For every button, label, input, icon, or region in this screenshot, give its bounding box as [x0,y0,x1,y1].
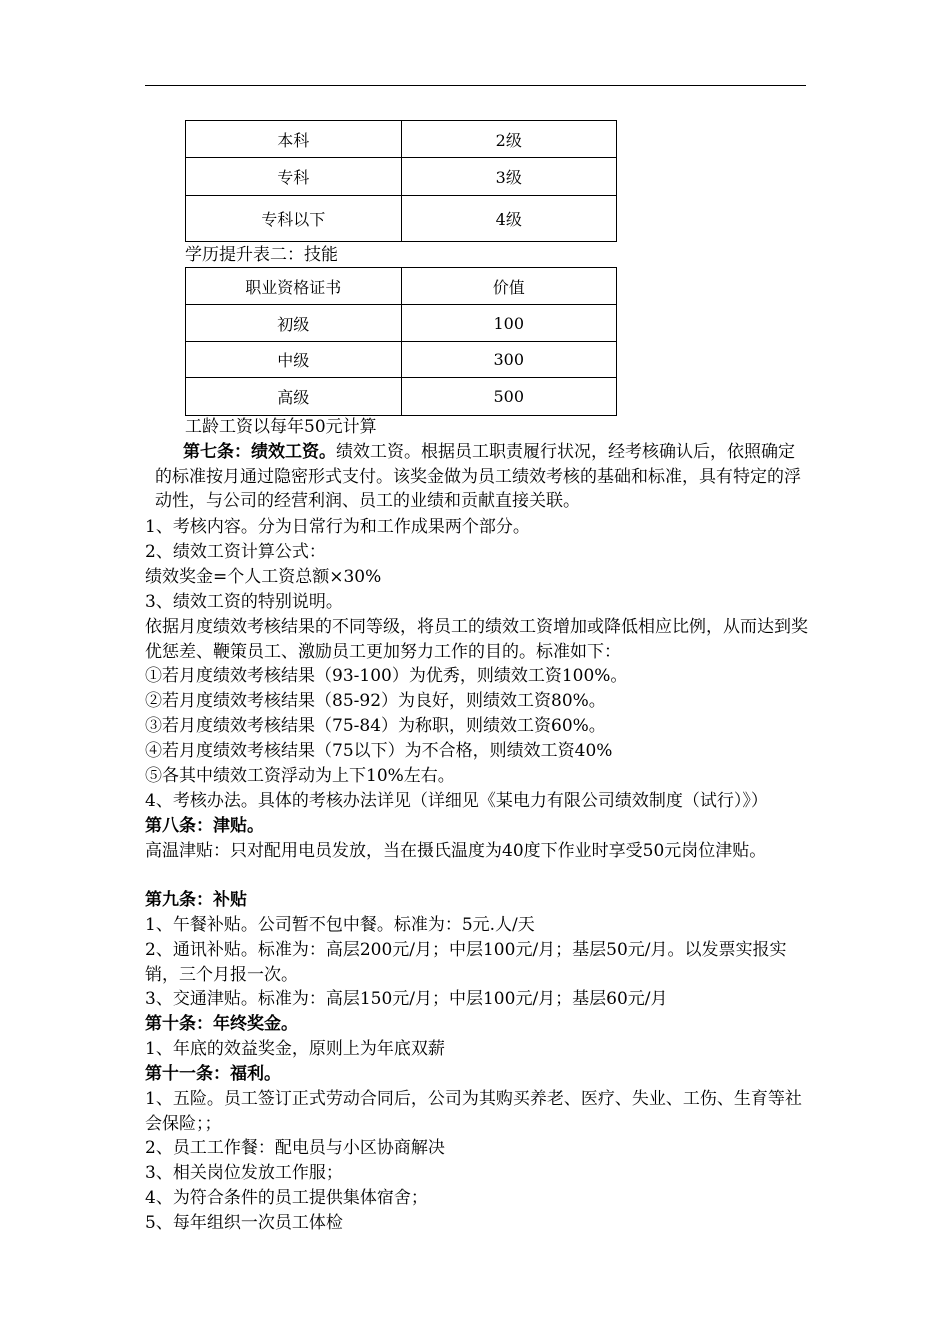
table-cell: 专科以下 [186,196,402,242]
table-cell: 4级 [401,196,617,242]
article7-body: 绩效工资。根据员工职责履行状况，经考核确认后，依照确定的标准按月通过隐密形式支付。该奖金做为员工绩效考核的基础和标准，具有特定的浮动性，与公司的经营利润、员工的业绩和贡献直接关联。 [155,442,801,511]
article10-title [145,1012,298,1036]
article7-item2: 2、绩效工资计算公式： [145,542,326,562]
article8-title-text: 第八条：津贴。 [145,816,264,836]
criterion-3: ③若月度绩效考核结果（75-84）为称职，则绩效工资60%。 [145,716,606,736]
education-level-table [185,120,617,242]
article8-body: 高温津贴：只对配用电员发放，当在摄氏温度为40度下作业时享受50元岗位津贴。 [145,841,767,861]
table-header-row [186,268,617,305]
table-cell: 300 [401,342,617,378]
table-cell: 高级 [186,378,402,416]
criterion-2: ②若月度绩效考核结果（85-92）为良好，则绩效工资80%。 [145,691,606,711]
article7-item1: 1、考核内容。分为日常行为和工作成果两个部分。 [145,517,530,537]
article7-item4: 4、考核办法。具体的考核办法详见（详细见《某电力有限公司绩效制度（试行）》） [145,791,768,811]
article10-item1: 1、年底的效益奖金，原则上为年底双薪 [145,1039,445,1059]
table-row [186,196,617,242]
table-row [186,121,617,158]
table-cell: 100 [401,305,617,342]
article7-paragraph [155,440,808,514]
article10-title-text: 第十条：年终奖金。 [145,1014,298,1034]
article11-title [145,1062,281,1086]
article11-title-text: 第十一条：福利。 [145,1064,281,1084]
table-cell: 3级 [401,158,617,196]
article7-formula: 绩效奖金=个人工资总额×30% [145,567,382,587]
criterion-1: ①若月度绩效考核结果（93-100）为优秀，则绩效工资100%。 [145,666,628,686]
article7-title: 第七条：绩效工资。 [183,442,336,462]
article11-item3: 3、相关岗位发放工作服； [145,1163,343,1183]
table-row [186,378,617,416]
table-row [186,342,617,378]
table-row [186,305,617,342]
article9-item2: 2、通讯补贴。标准为：高层200元/月；中层100元/月；基层50元/月。以发票实报实销，三个月报一次。 [145,940,787,985]
criterion-5: ⑤各其中绩效工资浮动为上下10%左右。 [145,766,455,786]
skill-certificate-table [185,267,617,416]
criterion-4: ④若月度绩效考核结果（75以下）为不合格，则绩效工资40% [145,741,613,761]
table-cell: 500 [401,378,617,416]
article11-item5: 5、每年组织一次员工体检 [145,1213,343,1233]
table-cell: 2级 [401,121,617,158]
article11-item4: 4、为符合条件的员工提供集体宿舍； [145,1188,428,1208]
header-rule [145,85,806,86]
table2-caption: 学历提升表二：技能 [185,245,338,265]
table-header-cell: 价值 [401,268,617,305]
article9-title [145,888,247,912]
table-cell: 本科 [186,121,402,158]
article7-item3: 3、绩效工资的特别说明。 [145,592,343,612]
table-cell: 初级 [186,305,402,342]
article11-item1: 1、五险。员工签订正式劳动合同后，公司为其购买养老、医疗、失业、工伤、生育等社会保险；； [145,1089,802,1134]
article7-explain: 依据月度绩效考核结果的不同等级，将员工的绩效工资增加或降低相应比例，从而达到奖优惩差、鞭策员工、激励员工更加努力工作的目的。标准如下： [145,617,808,662]
table-cell: 专科 [186,158,402,196]
seniority-note: 工龄工资以每年50元计算 [185,417,377,437]
table-header-cell: 职业资格证书 [186,268,402,305]
article8-title [145,814,264,838]
article9-item3: 3、交通津贴。标准为：高层150元/月；中层100元/月；基层60元/月 [145,989,668,1009]
article9-item1: 1、午餐补贴。公司暂不包中餐。标准为：5元.人/天 [145,915,535,935]
table-cell: 中级 [186,342,402,378]
table-row [186,158,617,196]
article11-item2: 2、员工工作餐：配电员与小区协商解决 [145,1138,445,1158]
article9-title-text: 第九条：补贴 [145,890,247,910]
